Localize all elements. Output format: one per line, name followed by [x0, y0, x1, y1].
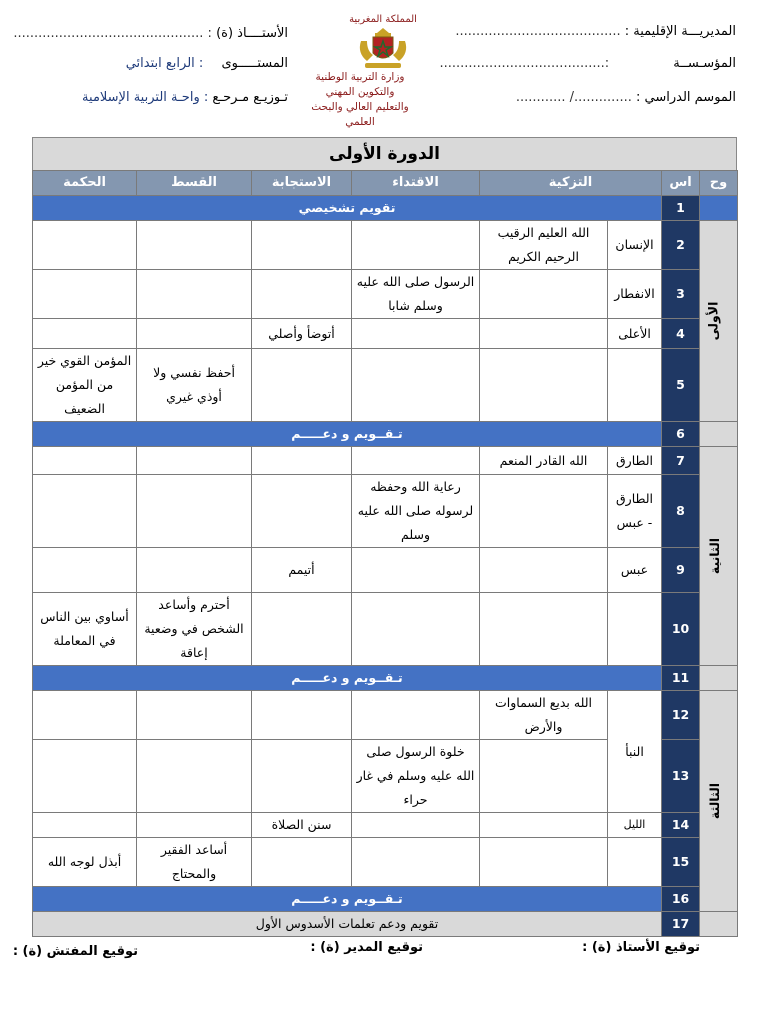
- cell-istijaba: [252, 221, 352, 270]
- cell-istijaba: أتيمم: [252, 548, 352, 593]
- cell-istijaba: [252, 270, 352, 319]
- table-row: [33, 912, 738, 937]
- table-row: [33, 349, 738, 422]
- col-istijaba: الاستجابة: [252, 171, 352, 196]
- cell-qist: [137, 548, 252, 593]
- cell-qist: أحفظ نفسي ولا أوذي غيري: [137, 349, 252, 422]
- table-row: [33, 196, 738, 221]
- support-band: تـقــويم و دعـــــم: [33, 422, 662, 447]
- cell-tazkiya: الله بديع السماوات والأرض: [480, 691, 608, 740]
- ministry-line-3: والتعليم العالي والبحث العلمي: [311, 101, 409, 128]
- week-number: 3: [662, 270, 700, 319]
- cell-qist: [137, 221, 252, 270]
- cell-istijaba: [252, 740, 352, 813]
- cell-iqtida: [352, 813, 480, 838]
- ministry-line-1: وزارة التربية الوطنية: [315, 71, 405, 83]
- cell-tazkiya: [480, 319, 608, 349]
- cell-qist: [137, 691, 252, 740]
- cell-lesson: [608, 838, 662, 887]
- week-number: 13: [662, 740, 700, 813]
- cell-iqtida: الرسول صلى الله عليه وسلم شابا: [352, 270, 480, 319]
- table-row: [33, 838, 738, 887]
- kingdom-emblem: [338, 14, 428, 75]
- cell-qist: أساعد الفقير والمحتاج: [137, 838, 252, 887]
- level-value: : الرابع ابتدائي: [125, 56, 204, 71]
- cell-qist: [137, 447, 252, 475]
- kingdom-text: المملكة المغربية: [349, 14, 417, 25]
- final-band: تقويم ودعم تعلمات الأسدوس الأول: [33, 912, 662, 937]
- cell-tazkiya: [480, 475, 608, 548]
- support-band: تـقــويم و دعـــــم: [33, 887, 662, 912]
- cell-qist: [137, 813, 252, 838]
- cell-iqtida: [352, 319, 480, 349]
- level-label: المستـــــوى: [221, 56, 288, 71]
- col-unit: وح: [700, 171, 738, 196]
- inspector-signature: توقيع المفتش (ة) :: [12, 944, 138, 959]
- cell-lesson: الإنسان: [608, 221, 662, 270]
- col-iqtida: الاقتداء: [352, 171, 480, 196]
- cell-tazkiya: [480, 593, 608, 666]
- table-row: [33, 548, 738, 593]
- cell-iqtida: [352, 838, 480, 887]
- week-number: 15: [662, 838, 700, 887]
- unit-blank: [700, 912, 738, 937]
- level-row: [126, 56, 288, 71]
- unit-blank: [700, 196, 738, 221]
- cell-hikma: المؤمن القوي خير من المؤمن الضعيف: [33, 349, 137, 422]
- ministry-text: [305, 70, 415, 130]
- cell-iqtida: [352, 593, 480, 666]
- directorate-label-text: المديريـــة الإقليمية :: [624, 24, 736, 39]
- cell-lesson: الليل: [608, 813, 662, 838]
- teacher-signature: توقيع الأستاذ (ة) :: [582, 940, 700, 955]
- year-row: [516, 90, 736, 105]
- cell-lesson: [608, 593, 662, 666]
- diagnostic-band: تقويم تشخيصي: [33, 196, 662, 221]
- cell-istijaba: [252, 691, 352, 740]
- unit-3-label: الثالثة: [706, 782, 722, 820]
- cell-istijaba: [252, 838, 352, 887]
- ministry-line-2: والتكوين المهني: [325, 86, 395, 98]
- cell-tazkiya: [480, 838, 608, 887]
- cell-lesson: الأعلى: [608, 319, 662, 349]
- distribution-table: [32, 170, 738, 937]
- cell-istijaba: سنن الصلاة: [252, 813, 352, 838]
- institution-label: المؤسـســة: [673, 56, 736, 71]
- cell-tazkiya: الله القادر المنعم: [480, 447, 608, 475]
- week-number: 11: [662, 666, 700, 691]
- unit-2: [700, 447, 738, 666]
- cell-hikma: [33, 740, 137, 813]
- unit-blank: [700, 666, 738, 691]
- distribution-row: [82, 90, 288, 105]
- cell-iqtida: رعاية الله وحفظه لرسوله صلى الله عليه وسلم: [352, 475, 480, 548]
- cell-hikma: أبذل لوجه الله: [33, 838, 137, 887]
- teacher-label: الأستــــاذ (ة): [216, 26, 288, 41]
- cell-lesson: [608, 349, 662, 422]
- unit-1: [700, 221, 738, 422]
- table-row: [33, 422, 738, 447]
- cell-istijaba: [252, 475, 352, 548]
- week-number: 5: [662, 349, 700, 422]
- cell-hikma: أساوي بين الناس في المعاملة: [33, 593, 137, 666]
- cell-tazkiya: [480, 740, 608, 813]
- table-row: [33, 475, 738, 548]
- cell-qist: [137, 270, 252, 319]
- cell-tazkiya: الله العليم الرقيب الرحيم الكريم: [480, 221, 608, 270]
- week-number: 1: [662, 196, 700, 221]
- week-number: 7: [662, 447, 700, 475]
- cell-hikma: [33, 475, 137, 548]
- table-row: [33, 666, 738, 691]
- cell-lesson: النبأ: [608, 691, 662, 813]
- table-row: [33, 221, 738, 270]
- cell-iqtida: [352, 447, 480, 475]
- cell-hikma: [33, 447, 137, 475]
- week-number: 14: [662, 813, 700, 838]
- unit-blank: [700, 422, 738, 447]
- week-number: 17: [662, 912, 700, 937]
- support-band: تـقــويم و دعـــــم: [33, 666, 662, 691]
- cell-qist: [137, 319, 252, 349]
- table-row: [33, 593, 738, 666]
- director-signature: توقيع المدير (ة) :: [310, 940, 423, 955]
- cell-hikma: [33, 813, 137, 838]
- cell-qist: أحترم وأساعد الشخص في وضعية إعاقة: [137, 593, 252, 666]
- week-number: 16: [662, 887, 700, 912]
- table-row: [33, 813, 738, 838]
- table-row: [33, 319, 738, 349]
- cell-iqtida: [352, 349, 480, 422]
- cell-lesson: الطارق: [608, 447, 662, 475]
- week-number: 4: [662, 319, 700, 349]
- year-label: الموسم الدراسي :: [635, 90, 736, 105]
- col-qist: القسط: [137, 171, 252, 196]
- week-number: 2: [662, 221, 700, 270]
- cell-qist: [137, 475, 252, 548]
- unit-1-label: الأولى: [705, 301, 721, 341]
- distribution-value: : واحـة التربية الإسلامية: [82, 90, 209, 105]
- institution-value: :........................................: [439, 56, 610, 71]
- cell-hikma: [33, 221, 137, 270]
- cell-istijaba: [252, 447, 352, 475]
- teacher-value: : ..............................................: [13, 26, 212, 41]
- cell-lesson: عبس: [608, 548, 662, 593]
- cell-iqtida: [352, 691, 480, 740]
- table-header-row: [33, 171, 738, 196]
- coat-of-arms-icon: [353, 25, 413, 71]
- cell-tazkiya: [480, 349, 608, 422]
- distribution-label: تـوزيـع مـرحـع: [212, 90, 288, 105]
- session-title: الدورة الأولى: [33, 138, 736, 170]
- col-hikma: الحكمة: [33, 171, 137, 196]
- col-week: اس: [662, 171, 700, 196]
- directorate-label: [455, 24, 736, 39]
- cell-lesson: الطارق - عبس: [608, 475, 662, 548]
- cell-hikma: [33, 270, 137, 319]
- cell-tazkiya: [480, 813, 608, 838]
- table-row: [33, 887, 738, 912]
- table-row: [33, 270, 738, 319]
- cell-hikma: [33, 691, 137, 740]
- col-tazkiya: التزكية: [480, 171, 662, 196]
- cell-iqtida: خلوة الرسول صلى الله عليه وسلم في غار حراء: [352, 740, 480, 813]
- institution-row: [439, 56, 736, 71]
- table-row: [33, 691, 738, 740]
- cell-qist: [137, 740, 252, 813]
- week-number: 8: [662, 475, 700, 548]
- table-row: [33, 447, 738, 475]
- cell-iqtida: [352, 221, 480, 270]
- cell-istijaba: [252, 593, 352, 666]
- unit-2-label: الثانية: [706, 537, 722, 575]
- directorate-value: ........................................: [455, 24, 621, 39]
- cell-hikma: [33, 548, 137, 593]
- cell-iqtida: [352, 548, 480, 593]
- cell-istijaba: أتوضأ وأصلي: [252, 319, 352, 349]
- week-number: 12: [662, 691, 700, 740]
- week-number: 6: [662, 422, 700, 447]
- year-value: ............../ ............: [515, 90, 632, 105]
- week-number: 9: [662, 548, 700, 593]
- cell-tazkiya: [480, 270, 608, 319]
- week-number: 10: [662, 593, 700, 666]
- cell-lesson: الانفطار: [608, 270, 662, 319]
- teacher-row: [13, 26, 288, 41]
- cell-hikma: [33, 319, 137, 349]
- cell-tazkiya: [480, 548, 608, 593]
- unit-3: [700, 691, 738, 912]
- cell-istijaba: [252, 349, 352, 422]
